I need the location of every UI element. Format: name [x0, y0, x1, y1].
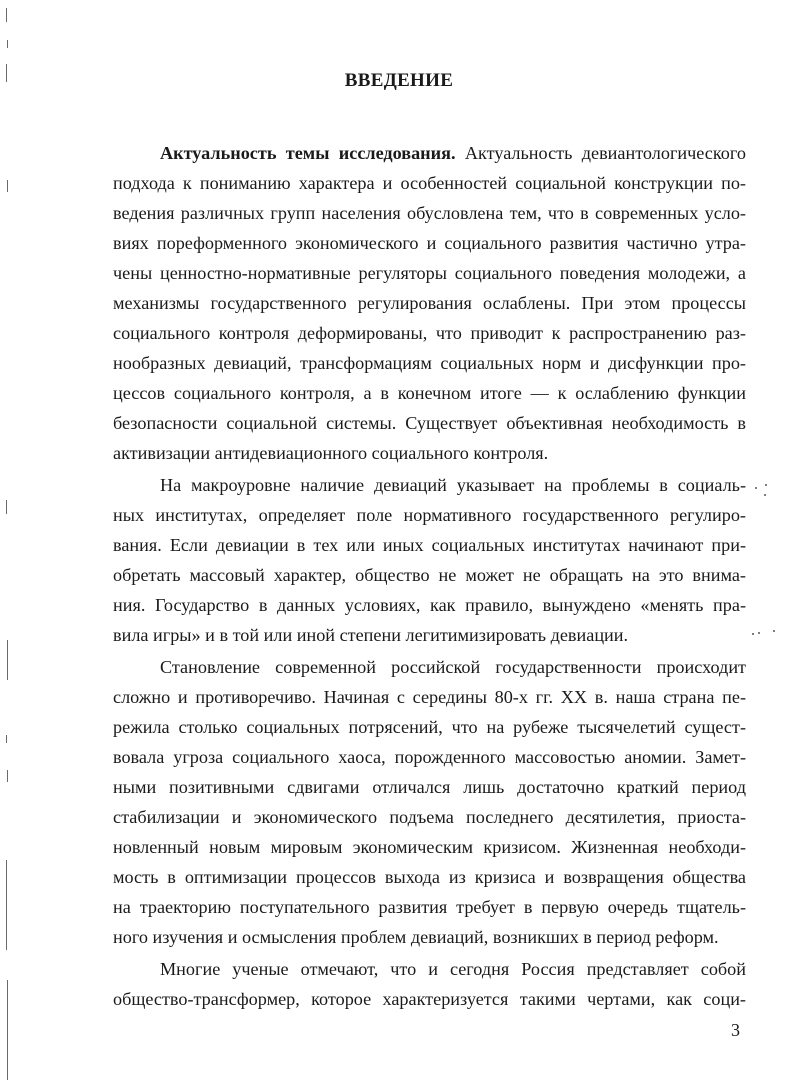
page-number: 3: [731, 1020, 740, 1040]
text-line: мость в оптимизации процессов выхода из кризиса и возвращения общества: [113, 867, 746, 887]
text-line: режила столько социальных потрясений, что на рубеже тысячелетий сущест-: [113, 717, 746, 737]
scan-artifact: [773, 630, 775, 632]
text-line: на траекторию поступательного развития требует в первую очередь тщатель-: [113, 897, 746, 917]
text-line: На макроуровне наличие девиаций указывает на проблемы в социаль-: [160, 475, 746, 495]
scan-artifact: [6, 500, 7, 514]
scan-artifact: [7, 40, 8, 48]
text-line: Актуальность темы исследования. Актуальность девиантологического: [160, 143, 746, 163]
text-line: обретать массовый характер, общество не может не обращать на это внима-: [113, 565, 746, 585]
text-line: чены ценностно-нормативные регуляторы социального поведения молодежи, а: [113, 263, 746, 283]
scan-artifact: [7, 770, 8, 782]
text-line: стабилизации и экономического подъема последнего десятилетия, приоста-: [113, 807, 746, 827]
text-line: вила игры» и в той или иной степени легитимизировать девиации.: [113, 625, 629, 645]
text-line: Становление современной российской государственности происходит: [160, 657, 746, 677]
scan-artifact: [6, 860, 7, 950]
scan-artifact: [764, 494, 766, 496]
text-line: механизмы государственного регулирования ослаблены. При этом процессы: [113, 293, 746, 313]
scan-artifact: [6, 8, 7, 22]
text-line: ного изучения и осмысления проблем девиаций, возникших в период реформ.: [113, 927, 719, 947]
scan-artifact: [755, 487, 757, 489]
text-line: новленный новым мировым экономическим кризисом. Жизненная необходи-: [113, 837, 746, 857]
text-line: безопасности социальной системы. Существует объективная необходимость в: [113, 413, 746, 433]
scan-artifact: [7, 640, 8, 680]
scan-artifact: [7, 180, 8, 192]
text-line: ведения различных групп населения обусловлена тем, что в современных усло-: [113, 203, 746, 223]
scan-artifact: [6, 735, 7, 743]
text-line: Многие ученые отмечают, что и сегодня Россия представляет собой: [160, 959, 746, 979]
text-line: общество-трансформер, которое характеризуется такими чертами, как соци-: [113, 989, 746, 1009]
text-line: вовала угроза социального хаоса, порожденного массовостью аномии. Замет-: [113, 747, 746, 767]
scan-artifact: [6, 64, 7, 82]
text-line: активизации антидевиационного социального контроля.: [113, 443, 549, 463]
scan-artifact: [758, 632, 760, 634]
text-line: виях пореформенного экономического и социального развития частично утра-: [113, 233, 746, 253]
section-lead: Актуальность темы исследования.: [160, 143, 456, 163]
text-line: ных институтах, определяет поле нормативного государственного регулиро-: [113, 505, 746, 525]
scan-artifact: [765, 484, 767, 486]
text-line: сложно и противоречиво. Начиная с середины 80-х гг. XX в. наша страна пе-: [113, 687, 746, 707]
text-line: нообразных девиаций, трансформациям социальных норм и дисфункции про-: [113, 353, 746, 373]
text-line: вания. Если девиации в тех или иных социальных институтах начинают при-: [113, 535, 746, 555]
text-line: цессов социального контроля, а в конечном итоге — к ослаблению функции: [113, 383, 746, 403]
page-title: ВВЕДЕНИЕ: [344, 70, 454, 91]
text-line: ния. Государство в данных условиях, как правило, вынуждено «менять пра-: [113, 595, 746, 615]
text-line: ными позитивными сдвигами отличался лишь достаточно краткий период: [113, 777, 746, 797]
scan-artifact: [752, 633, 754, 635]
text-line: подхода к пониманию характера и особенностей социальной конструкции по-: [113, 173, 746, 193]
text-line: социального контроля деформированы, что приводит к распространению раз-: [113, 323, 746, 343]
scan-artifact: [7, 980, 8, 1080]
